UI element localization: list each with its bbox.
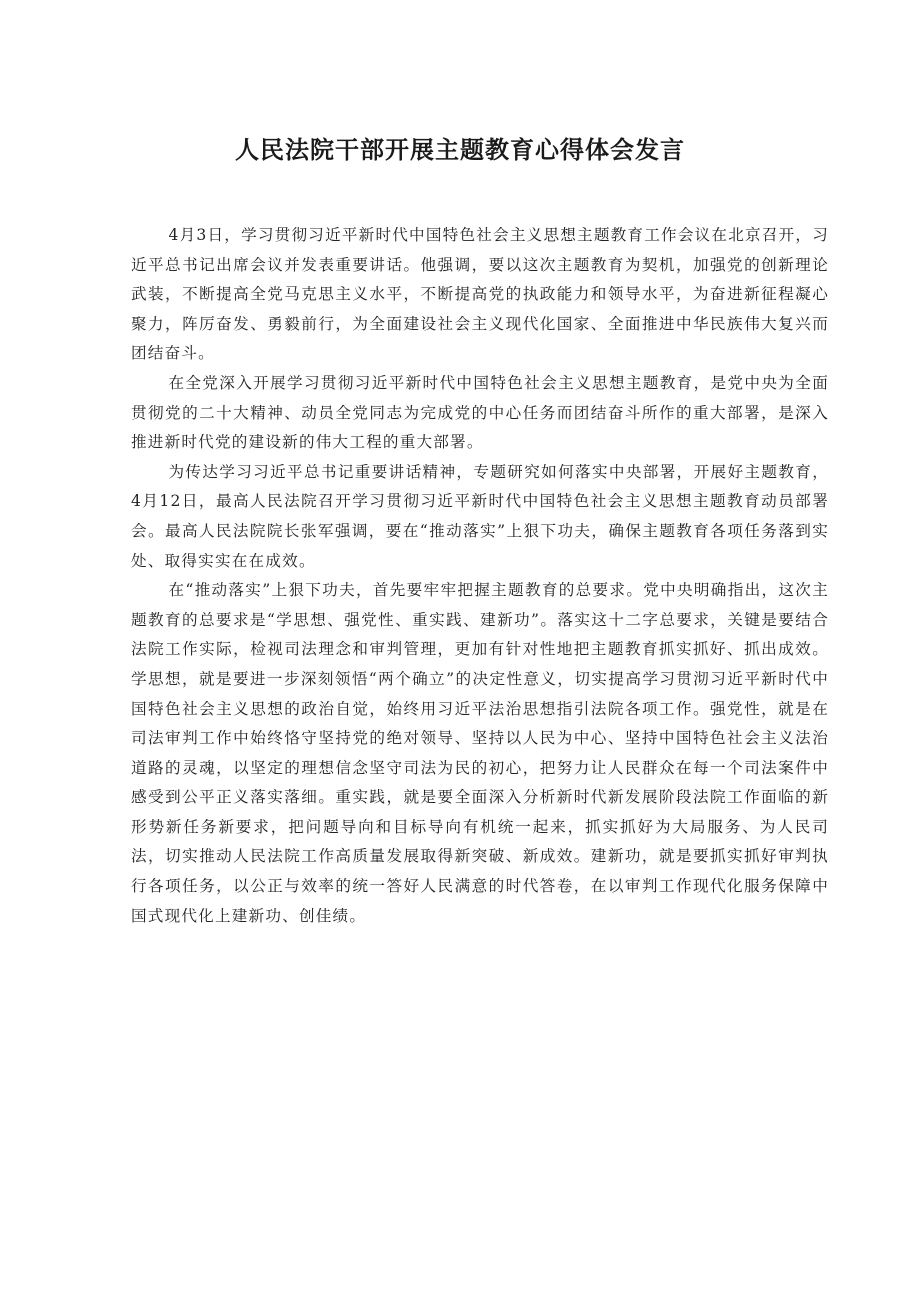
paragraph-1: 4月3日，学习贯彻习近平新时代中国特色社会主义思想主题教育工作会议在北京召开，习近平总书记出席会议并发表重要讲话。他强调，要以这次主题教育为契机，加强党的创新理论武装，不断提高全党马克思主义水平，不断提高党的执政能力和领导水平，为奋进新征程凝心聚力，阵厉奋发、勇毅前行，为全面建设社会主义现代化国家、全面推进中华民族伟大复兴而团结奋斗。: [131, 226, 829, 363]
document-title: 人民法院干部开展主题教育心得体会发言: [235, 135, 685, 165]
paragraph-2: 在全党深入开展学习贯彻习近平新时代中国特色社会主义思想主题教育，是党中央为全面贯彻党的二十大精神、动员全党同志为完成党的中心任务而团结奋斗所作的重大部署，是深入推进新时代党的建设新的伟大工程的重大部署。: [131, 373, 829, 452]
paragraph-4: 在“推动落实”上狠下功夫，首先要牢牢把握主题教育的总要求。党中央明确指出，这次主题教育的总要求是“学思想、强党性、重实践、建新功”。落实这十二字总要求，关键是要结合法院工作实际，检视司法理念和审判管理，更加有针对性地把主题教育抓实抓好、抓出成效。学思想，就是要进一步深刻领悟“两个确立”的决定性意义，切实提高学习贯沏习近平新时代中国特色社会主义思想的政治自觉，始终用习近平法治思想指引法院各项工作。强党性，就是在司法审判工作中始终恪守坚持党的绝对领导、坚持以人民为中心、坚持中国特色社会主义法治道路的灵魂，以坚定的理想信念坚守司法为民的初心，把努力让人民群众在每一个司法案件中感受到公平正义落实落细。重实践，就是要全面深入分析新时代新发展阶段法院工作面临的新形势新任务新要求，把问题导向和目标导向有机统一起来，抓实抓好为大局服务、为人民司法，切实推动人民法院工作高质量发展取得新突破、新成效。建新功，就是要抓实抓好审判执行各项任务，以公正与效率的统一答好人民满意的时代答卷，在以审判工作现代化服务保障中国式现代化上建新功、创佳绩。: [131, 581, 829, 925]
paragraph-3: 为传达学习习近平总书记重要讲话精神，专题研究如何落实中央部署，开展好主题教育，4月12日，最高人民法院召开学习贯彻习近平新时代中国特色社会主义思想主题教育动员部署会。最高人民法院院长张军强调，要在“推动落实”上狠下功夫，确保主题教育各项任务落到实处、取得实实在在成效。: [131, 462, 829, 570]
document-body: [131, 221, 829, 931]
